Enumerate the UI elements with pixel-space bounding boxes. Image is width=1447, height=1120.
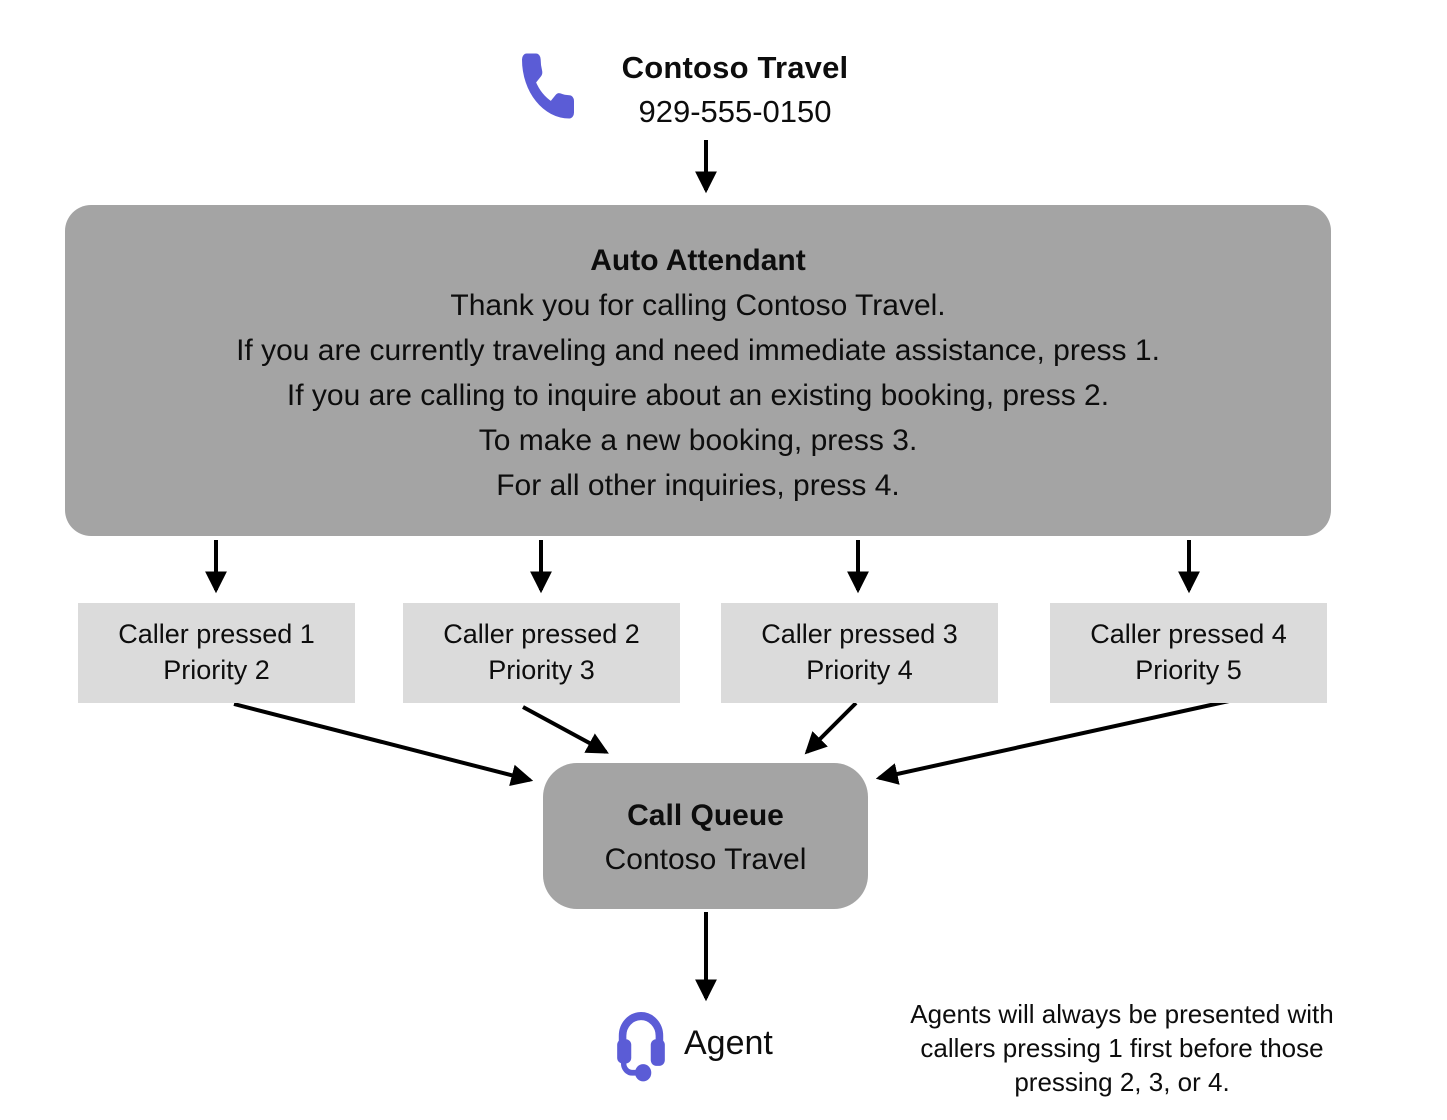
call-queue-subtitle: Contoso Travel xyxy=(604,843,807,876)
arrow-branch-4-to-queue xyxy=(879,701,1229,778)
arrow-branch-1-to-queue xyxy=(234,704,530,780)
call-queue-title: Call Queue xyxy=(627,799,784,832)
auto-attendant-option-1: If you are currently traveling and need immediate assistance, press 1. xyxy=(236,334,1160,367)
branch-action: Caller pressed 4 xyxy=(1090,619,1287,649)
branch-node-pressed-1 xyxy=(78,603,355,703)
auto-attendant-greeting: Thank you for calling Contoso Travel. xyxy=(450,289,946,322)
auto-attendant-title: Auto Attendant xyxy=(590,244,806,277)
branch-priority: Priority 4 xyxy=(806,655,913,685)
branch-priority: Priority 2 xyxy=(163,655,270,685)
priority-note xyxy=(857,997,1387,1099)
entry-phone-number: 929-555-0150 xyxy=(638,94,832,129)
note-line: Agents will always be presented with xyxy=(910,999,1334,1029)
arrow-branch-3-to-queue xyxy=(807,703,856,752)
branch-node-pressed-3 xyxy=(721,603,998,703)
auto-attendant-option-2: If you are calling to inquire about an existing booking, press 2. xyxy=(286,379,1110,412)
branch-priority: Priority 3 xyxy=(488,655,595,685)
call-queue-node xyxy=(543,763,868,909)
branch-action: Caller pressed 2 xyxy=(443,619,640,649)
branch-action: Caller pressed 3 xyxy=(761,619,958,649)
auto-attendant-option-3: To make a new booking, press 3. xyxy=(478,424,918,457)
note-line: pressing 2, 3, or 4. xyxy=(1014,1067,1230,1097)
branch-node-pressed-4 xyxy=(1050,603,1327,703)
headset-icon xyxy=(615,1008,667,1082)
note-line: callers pressing 1 first before those xyxy=(920,1033,1324,1063)
branch-priority: Priority 5 xyxy=(1135,655,1242,685)
auto-attendant-option-4: For all other inquiries, press 4. xyxy=(496,469,900,502)
arrow-branch-2-to-queue xyxy=(523,707,606,752)
branch-node-pressed-2 xyxy=(403,603,680,703)
branch-action: Caller pressed 1 xyxy=(118,619,315,649)
auto-attendant-node xyxy=(65,205,1331,536)
entry-title: Contoso Travel xyxy=(621,50,849,85)
entry-point xyxy=(560,46,910,134)
agent-label: Agent xyxy=(684,1024,773,1062)
